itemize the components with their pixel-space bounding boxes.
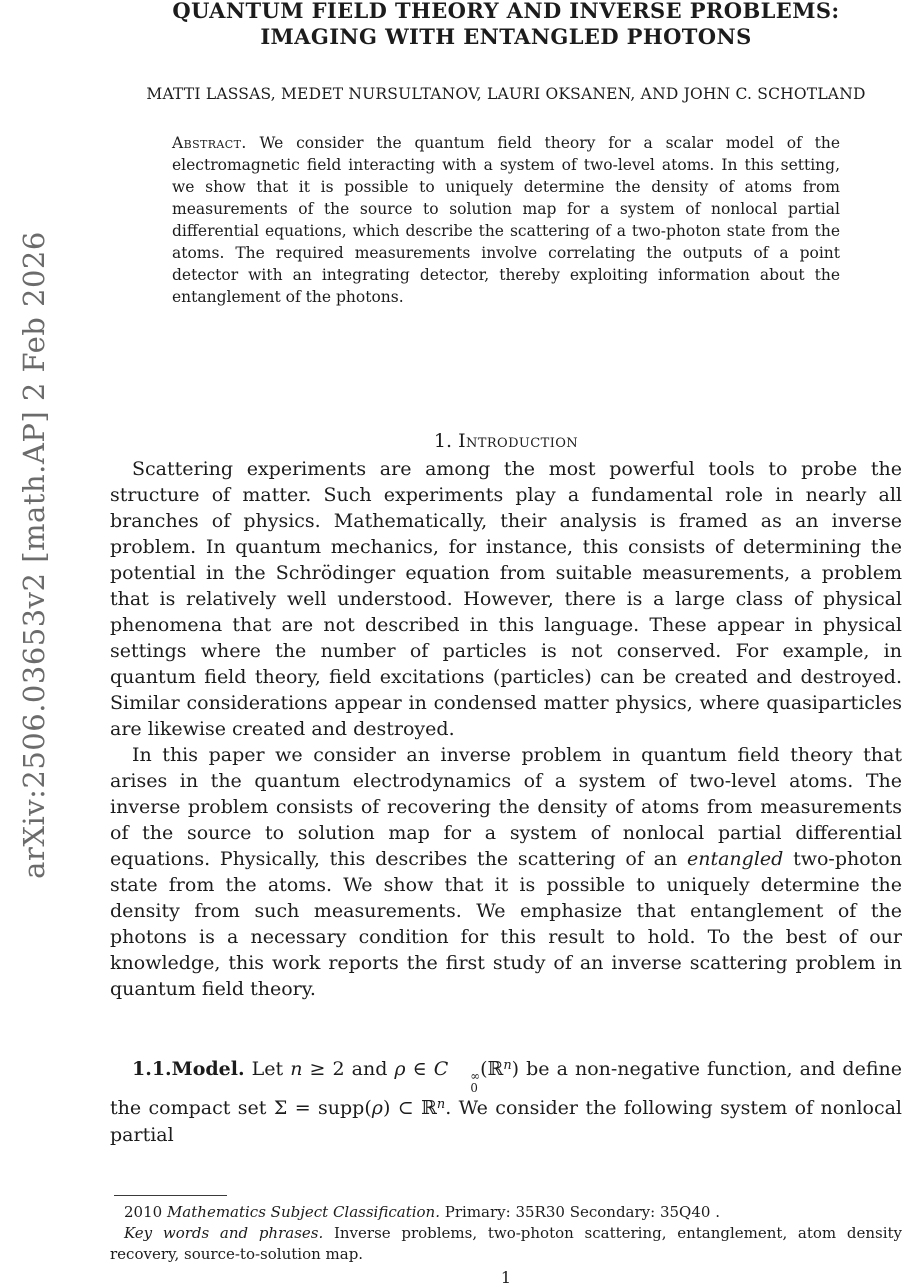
math-var-C: C	[433, 1058, 449, 1080]
section-number: 1.	[433, 430, 453, 452]
math-blackboard-R-2: ℝ	[421, 1096, 437, 1119]
page-number: 1	[500, 1267, 512, 1287]
msc-year: 2010	[124, 1202, 167, 1221]
keywords-list: Inverse problems, two-photon scattering, entanglement, atom density recovery, source-to-solution map.	[110, 1223, 902, 1263]
footnote-msc-line	[110, 1202, 902, 1223]
footnote-rule	[114, 1195, 227, 1196]
math-subscript-zero: 0	[470, 1081, 478, 1096]
msc-codes: Primary: 35R30 Secondary: 35Q40 .	[440, 1202, 720, 1221]
model-text-subset: ) ⊂	[382, 1096, 422, 1119]
paper-content	[110, 0, 902, 1287]
math-superscript-infinity: ∞	[470, 1069, 481, 1084]
section-title: Introduction	[458, 430, 579, 452]
model-text-end: . We consider the following system of nonlocal partial	[110, 1096, 903, 1146]
footnote-keywords-line	[110, 1223, 902, 1265]
authors-line: MATTI LASSAS, MEDET NURSULTANOV, LAURI OKSANEN, AND JOHN C. SCHOTLAND	[146, 85, 866, 103]
abstract-text: We consider the quantum field theory for a scalar model of the electromagnetic field interacting with a system of two-level atoms. In this setting, we show that it is possible to uniquely determine the density of atoms from measurements of the source to solution map for a system of nonlocal partial differential equations, which describe the scattering of a two-photon state from the atoms. The required measurements involve correlating the outputs of a point detector with an integrating detector, thereby exploiting information about the entanglement of the photons.	[172, 134, 840, 306]
model-text-in: ∈	[405, 1058, 434, 1080]
math-var-rho-2: ρ	[371, 1096, 383, 1119]
keywords-label: Key words and phrases.	[124, 1223, 324, 1242]
section-heading-introduction	[110, 430, 902, 453]
para2-text-post: two-photon state from the atoms. We show that it is possible to uniquely determine the density from such measurements. We emphasize that entanglement of the photons is a necessary condition for this result to hold. To the best of our knowledge, this work reports the first study of an inverse scattering problem in quantum field theory.	[110, 848, 902, 1000]
footnote-block	[110, 1195, 902, 1265]
model-text-geq: ≥ 2 and	[302, 1058, 395, 1080]
math-open-paren: (	[480, 1058, 488, 1080]
paper-title-line1: QUANTUM FIELD THEORY AND INVERSE PROBLEMS:	[172, 0, 840, 23]
math-superscript-n-2: n	[436, 1097, 446, 1113]
model-number: 1.1.	[132, 1058, 172, 1080]
math-close-paren: )	[511, 1058, 520, 1080]
introduction-paragraph-1: Scattering experiments are among the most powerful tools to probe the structure of matter. Such experiments play a fundamental role in nearly all branches of physics. Mathematically, their analysis is framed as an inverse problem. In quantum mechanics, for instance, this consists of determining the potential in the Schrödinger equation from suitable measurements, a problem that is relatively well understood. However, there is a large class of physical phenomena that are not described in this language. These appear in physical settings where the number of particles is not conserved. For example, in quantum field theory, field excitations (particles) can be created and destroyed. Similar considerations appear in condensed matter physics, where quasiparticles are likewise created and destroyed.	[110, 458, 902, 740]
paper-title-line2: IMAGING WITH ENTANGLED PHOTONS	[260, 24, 752, 49]
model-text-mid: be a non-negative function, and define the compact set Σ = supp(	[110, 1058, 902, 1119]
introduction-paragraph-2	[110, 742, 902, 1002]
abstract-block	[172, 132, 840, 308]
math-blackboard-R: ℝ	[487, 1058, 504, 1080]
math-C-scripts	[448, 1071, 480, 1095]
para2-text-pre: In this paper we consider an inverse problem in quantum field theory that arises in the quantum electrodynamics of a system of two-level atoms. The inverse problem consists of recovering the density of atoms from measurements of the source to solution map for a system of nonlocal partial differential equations. Physically, this describes the scattering of an	[110, 744, 902, 870]
math-var-rho: ρ	[394, 1058, 406, 1080]
para2-emphasis-entangled: entangled	[686, 848, 784, 870]
model-label: Model.	[171, 1058, 245, 1080]
paper-title	[110, 0, 902, 50]
arxiv-watermark: arXiv:2506.03653v2 [math.AP] 2 Feb 2026	[17, 231, 51, 879]
math-var-n: n	[290, 1058, 303, 1080]
abstract-label: Abstract.	[172, 134, 247, 152]
model-subsection	[110, 1056, 902, 1149]
math-superscript-n: n	[503, 1058, 512, 1074]
model-text-let: Let	[244, 1058, 291, 1080]
msc-label: Mathematics Subject Classification.	[166, 1202, 440, 1221]
